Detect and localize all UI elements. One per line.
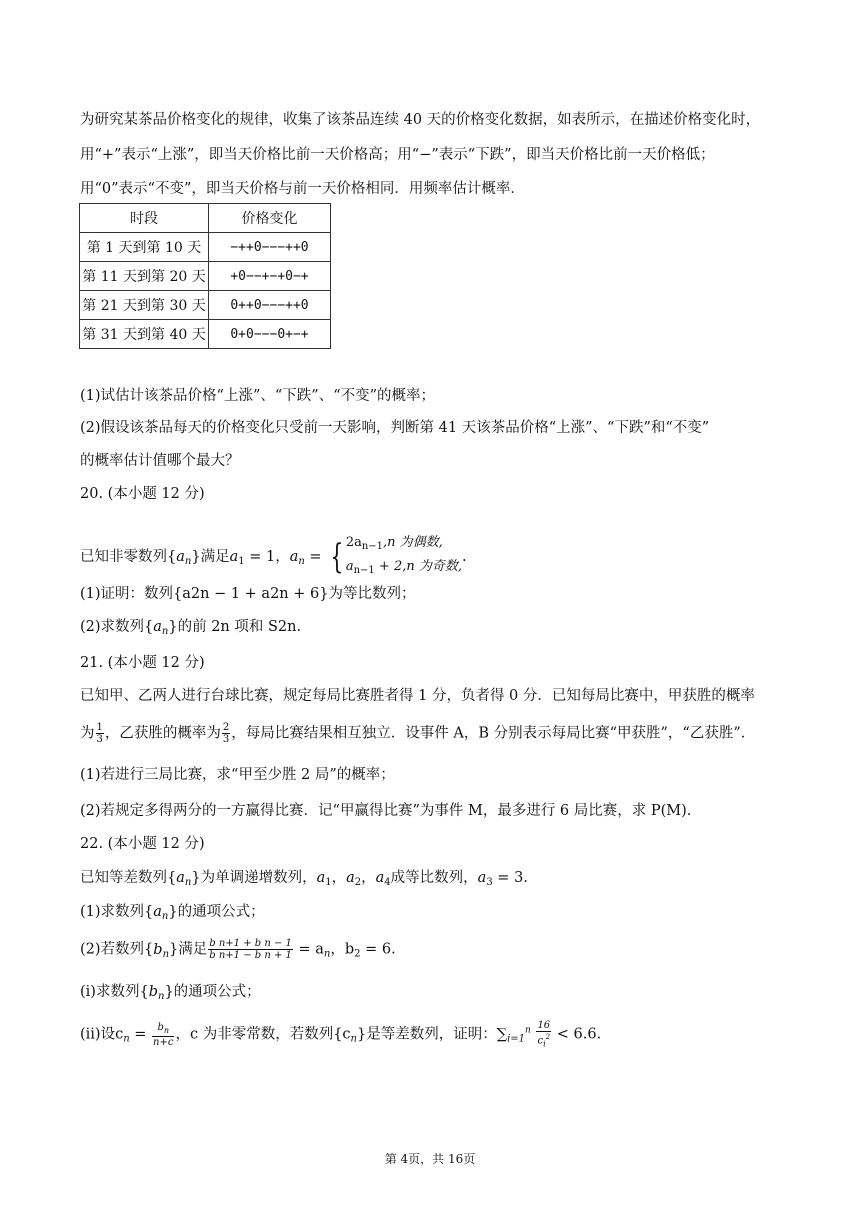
page-footer: 第 4页，共 16页 [384,1152,476,1166]
q20-stem-text: }满足 [191,549,230,565]
q20-title: 20. (本小题 12 分) [80,486,205,502]
q21-text: 为 [80,725,95,742]
fraction-b [208,938,293,961]
q22-part2: (2)若数列$\{b_n\}$满足 $\frac{\text{b n+1 + b n − 1}}{\text{b n+1 − b n + 1}}$ = $a_n$，$b_2 = 6$. [80,938,396,961]
q22-text: (ⅰ)求数列{ [80,984,149,1000]
q20-part2-text: }的前 2n 项和 S2n. [168,619,302,635]
q22-text: }是等差数列，证明：∑ [357,1026,508,1043]
fraction-one-third [96,722,104,745]
q22-part2-ii: (ⅱ)设$c_n$ = $\frac{b_n}{n+c}$ ，c 为非零常数，若数列$\{c_n\}$是等差数列，证明：$\sum_{i=1}^n$ $\frac{16}{c_i^2}$ < 6.6. [80,1020,602,1049]
period-cell: 第 31 天到第 40 天 [80,320,209,349]
header-period: 时段 [80,204,209,233]
q22-text: (2)若数列{ [80,941,154,958]
table-row [80,291,331,320]
q22-title: 22. (本小题 12 分) [80,836,205,852]
table-row [80,320,331,349]
case-2-tail: + 2,n 为奇数, [374,559,462,574]
q22-text: }满足 [169,941,208,958]
price-change-table [79,203,331,349]
q22-text: = a [293,941,324,958]
frac-den: 3 [222,734,230,745]
case-1: 2a [345,535,362,550]
q20-part2: (2)求数列$\{a_n\}$的前 2n 项和 S2n. [80,619,302,637]
table-row [80,262,331,291]
q22-text: < 6.6. [552,1026,602,1043]
q20-stem-text: 已知非零数列{ [80,549,177,565]
period-cell: 第 1 天到第 10 天 [80,233,209,262]
q22-text: = 6. [360,941,396,958]
q20-part1: (1)证明：数列{a2n − 1 + a2n + 6}为等比数列； [80,586,416,602]
piecewise-cases [346,533,462,581]
q22-part2-i: (ⅰ)求数列$\{b_n\}$的通项公式； [80,984,261,1002]
header-change: 价格变化 [209,204,331,233]
fraction-sum: $\frac{16}{c_i^2}$ [537,1020,551,1049]
changes-cell: +0−−+−+0−+ [209,262,331,291]
frac-num: 2 [222,722,230,733]
q22-part1: (1)求数列$\{a_n\}$的通项公式； [80,904,265,922]
q22-text: (1)求数列{ [80,904,154,920]
fraction-c: $\frac{b_n}{n+c}$ [153,1021,174,1048]
q20-part2-text: (2)求数列{ [80,619,154,635]
case-1-tail: ,n 为偶数, [383,535,443,550]
frac-num: 1 [96,722,103,733]
q22-text: 成等比数列， [390,870,478,886]
q21-part1: (1)若进行三局比赛，求“甲至少胜 2 局”的概率； [80,767,395,783]
intro-line-1: 为研究某茶品价格变化的规律，收集了该茶品连续 40 天的价格变化数据，如表所示，在描述价格变化时， [80,112,761,128]
frac-den: b n+1 − b n + 1 [209,950,292,961]
changes-cell: 0+0−−−0+−+ [209,320,331,349]
q22-text: }的通项公式； [168,904,265,920]
q21-part2: (2)若规定多得两分的一方赢得比赛．记“甲赢得比赛”为事件 M，最多进行 6 局比赛，求 P(M). [80,803,692,819]
q19-part2-line1: (2)假设该茶品每天的价格变化只受前一天影响，判断第 41 天该茶品价格“上涨”、“下跌”和“不变” [80,420,710,436]
table-row [80,233,331,262]
q22-line1: 已知等差数列$\{a_n\}$为单调递增数列，$a_1$，$a_2$，$a_4$成等比数列，$a_3 = 3$. [80,870,528,888]
period-cell: 第 11 天到第 20 天 [80,262,209,291]
intro-line-3: 用“0”表示“不变”，即当天价格与前一天价格相同．用频率估计概率． [80,181,525,197]
fraction-two-thirds [222,722,230,745]
frac-den: 3 [96,734,103,745]
q22-text: 已知等差数列{ [80,870,177,886]
q21-text: ，每局比赛结果相互独立．设事件 A，B 分别表示每局比赛“甲获胜”，“乙获胜”． [231,725,756,742]
case-2-sub: n−1 [353,565,375,576]
changes-cell: 0++0−−−++0 [209,291,331,320]
q19-part2-line2: 的概率估计值哪个最大？ [80,453,240,469]
q19-part1: (1)试估计该茶品价格“上涨”、“下跌”、“不变”的概率； [80,388,436,404]
case-2: a [345,559,354,574]
q22-text: }的通项公式； [164,984,261,1000]
q21-line2 [80,722,755,745]
intro-line-2: 用“+”表示“上涨”，即当天价格比前一天价格高；用“−”表示“下跌”，即当天价格比前一天价格低； [80,147,715,163]
q22-text: }为单调递增数列， [191,870,317,886]
q21-title: 21. (本小题 12 分) [80,655,205,671]
period-cell: 第 21 天到第 30 天 [80,291,209,320]
q22-text: ，b [330,941,355,958]
q22-text: ，c 为非零常数，若数列{c [175,1026,351,1043]
q21-line1: 已知甲、乙两人进行台球比赛，规定每局比赛胜者得 1 分，负者得 0 分．已知每局比赛中，甲获胜的概率 [80,688,755,704]
case-1-sub: n−1 [361,541,384,552]
q22-text: (ⅱ)设c [80,1026,124,1043]
changes-cell: −++0−−−++0 [209,233,331,262]
q20-stem-text: = 1， [244,549,290,565]
q21-text: ，乙获胜的概率为 [104,725,221,742]
frac-num: b n+1 + b n − 1 [209,938,292,949]
q20-stem: 已知非零数列$\{a_n\}$满足$a_1 = 1$，$a_n$ = { $2a_{n-1},n$ 为偶数, $a_{n-1} + 2,n$ 为奇数,. [80,533,467,581]
